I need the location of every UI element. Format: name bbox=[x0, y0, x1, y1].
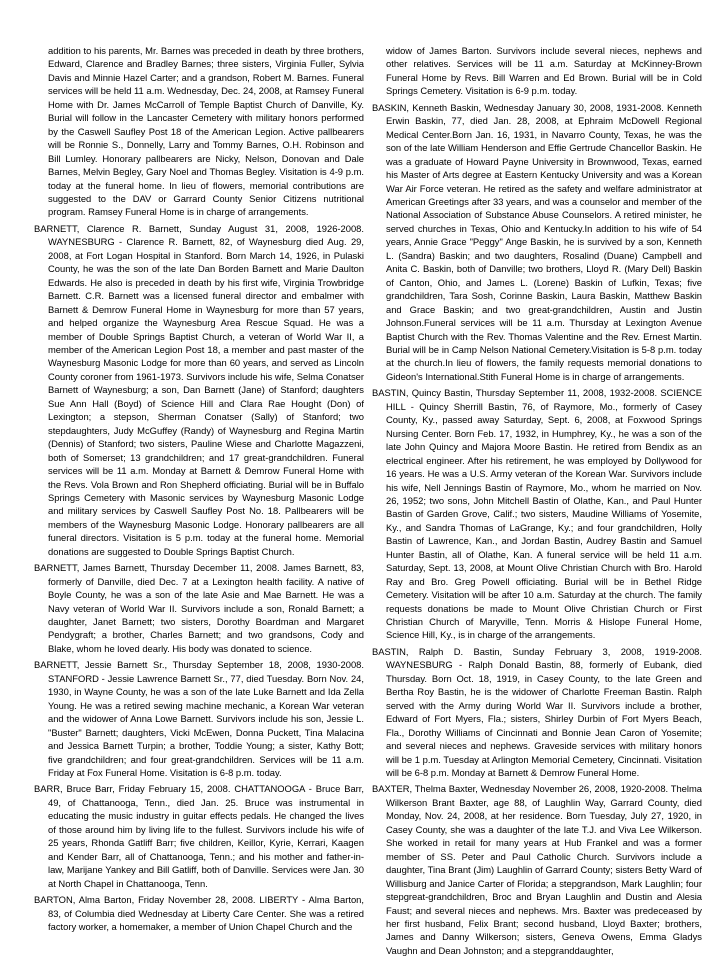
right-column bbox=[372, 44, 702, 960]
obituary-continuation: widow of James Barton. Survivors include several nieces, nephews and other relatives. Services will be 11 a.m. Saturday at McKinney-Brown Funeral Home by Revs. Bill Warren and Ed Brown. Burial will be in Cold Springs Cemetery. Visitation is 6-9 p.m. today. bbox=[386, 45, 702, 97]
obituary-entry-barnett-clarence: BARNETT, Clarence R. Barnett, Sunday August 31, 2008, 1926-2008. WAYNESBURG - Clarence R. Barnett, 82, of Waynesburg died Aug. 29, 2008, at Fort Logan Hospital in Stanford. Born March 14, 1926, in Pulaski County, he was the son of the late Dan Borden Barnett and Marie Daulton Edwards. He also is preceded in death by his first wife, Virginia Trowbridge Barnett. C.R. Barnett was a licensed funeral director and embalmer with Barnett & Demrow Funeral Home in Waynesburg for more than 57 years, and helped organize the Waynesburg Area Rescue Squad. He was a member of Double Springs Baptist Church, a veteran of World War II, a member of the American Legion Post 18, a member and past master of the Waynesburg Masonic Lodge for more than 60 years, and served as Lincoln County coroner from 1961-1973. Survivors include his wife, Selma Conatser Barnett of Waynesburg; a son, Dan Barnett (Jane) of Stanford; daughters Sue Ann Hall (Boyd) of Science Hill and Clara Rae Hought (Don) of Lexington; a stepson, Sherman Conatser (Sally) of Stanford; two stepdaughters, Judy McGuffey (Randy) of Waynesburg and Regina Martin (Dennis) of Stanford; two sisters, Pauline Wiese and Charlotte Magazzeni, both of Somerset; 13 grandchildren; and 17 great-grandchildren. Funeral services will be 11 a.m. Monday at Barnett & Demrow Funeral Home with the Revs. Vola Brown and Ron Shepherd officiating. Burial will be in Buffalo Springs Cemetery with Masonic services by Waynesburg Masonic Lodge and military services by Caswell Saufley Post No. 18. Pallbearers will be members of the Waynesburg Masonic Lodge. Honorary pallbearers are all funeral directors. Visitation is 5 p.m. today at the funeral home. Memorial donations are suggested to Double Springs Baptist Church. bbox=[34, 222, 364, 557]
obituary-entry-barr-bruce: BARR, Bruce Barr, Friday February 15, 2008. CHATTANOOGA - Bruce Barr, 49, of Chattanooga, Tenn., died Jan. 25. Bruce was instrumental in educating the music industry in guitar effects pedals. He changed the lives of those around him by living life to the fullest. Survivors include his wife of 25 years, Rhonda Gatliff Barr; five children, Keillor, Kyrie, Kerrari, Kaagen and Kender Barr, all of Chattanooga, Tenn.; and his mother and father-in-law, Marijane Yankey and Bill Gatliff, both of Danville. Services were Jan. 30 at North Chapel in Chattanooga, Tenn. bbox=[34, 783, 364, 889]
obituary-entry-baxter-thelma: BAXTER, Thelma Baxter, Wednesday November 26, 2008, 1920-2008. Thelma Wilkerson Brant Baxter, age 88, of Laughlin Way, Garrard County, died Monday, Nov. 24, 2008, at her residence. Born Tuesday, July 27, 1920, in Casey County, she was a daughter of the late T.J. and Viva Lee Wilkerson. She worked in retail for many years at Hub Frankel and was a former member of SS. Peter and Paul Catholic Church. Survivors include a daughter, Tina Brant (Jim) Laughlin of Garrard County; sisters Betty Ward of Willisburg and Janice Carter of Florida; a stepgrandson, Mark Laughlin; four stepgreat-grandchildren, Broc and Bryan Laughlin and Dustin and Alesia Faust; and several nieces and nephews. Mrs. Baxter was predeceased by her first husband, Felix Brant; second husband, Lloyd Baxter; brothers, James and Danny Wilkerson; sisters, Geneva Owens, Emma Gladys Vaughn and Dean Johnston; and a stepgranddaughter, bbox=[372, 783, 702, 956]
obituary-entry-barnett-james: BARNETT, James Barnett, Thursday December 11, 2008. James Barnett, 83, formerly of Danville, died Dec. 7 at a Lexington health facility. A native of Boyle County, he was a son of the late Asie and Mae Barnett. He was a Navy veteran of World War II. Survivors include a son, Ronald Barnett; a daughter, Janet Barnett; two sisters, Dorothy Boardman and Margaret Pendygraft; a brother, Charles Barnett; and two grandsons, Cody and Blake, whom he loved dearly. His body was donated to science. bbox=[34, 562, 364, 654]
obituary-continuation: addition to his parents, Mr. Barnes was preceded in death by three brothers, Edward, Clarence and Bradley Barnes; three sisters, Virginia Fuller, Sylvia Davis and Minnie Hazel Carter; and a grandson, Robert M. Barnes. Funeral services will be held 11 a.m. Wednesday, Dec. 24, 2008, at Ramsey Funeral Home with Dr. James McCarroll of Temple Baptist Church of Danville, Ky. Burial will follow in the Lancaster Cemetery with military honors performed by the Caswell Saufley Post 18 of the American Legion. Active pallbearers will be Ronnie S., Donnelly, Larry and Tommy Barnes, O.H. Robinson and Bill Lumley. Honorary pallbearers are Nicky, Nelson, Donovan and Dale Barnes, Melvin Begley, Gary Noel and Thomas Begley. Visitation is 4-9 p.m. today at the funeral home. In lieu of flowers, memorial contributions are suggested to the DAV or Garrard County Senior Citizens nutritional program. Ramsey Funeral Home is in charge of arrangements. bbox=[48, 45, 364, 218]
obituary-entry-bastin-ralph: BASTIN, Ralph D. Bastin, Sunday February 3, 2008, 1919-2008. WAYNESBURG - Ralph Donald Bastin, 88, formerly of Eubank, died Thursday. Born Oct. 18, 1919, in Casey County, to the late Green and Bertha Roy Bastin, he is the widower of Charlotte Freeman Bastin. Ralph served with the Army during World War II. Survivors include a brother, Edward of Fort Myers, Fla.; sisters, Shirley Durbin of Fort Myers Beach, Fla., Dorothy Williams of Cincinnati and Bonnie Jean Caron of Yosemite; and several nieces and nephews. Graveside services with military honors will be 1 p.m. Tuesday at Arlington Memorial Cemetery, Cincinnati. Visitation will be 6-8 p.m. Monday at Barnett & Demrow Funeral Home. bbox=[372, 645, 702, 779]
obituary-entry-barnett-jessie: BARNETT, Jessie Barnett Sr., Thursday September 18, 2008, 1930-2008. STANFORD - Jessie Lawrence Barnett Sr., 77, died Tuesday. Born Nov. 24, 1930, in Wayne County, he was a son of the late Luke Barnett and Ida Zella Young. He was a retired sewing machine mechanic, a Korean War veteran and the widower of Anna Lowe Barnett. Survivors include his son, Jessie L. "Buster" Barnett; daughters, Vicki McEwen, Donna Puckett, Tina Malacina and Jessica Barnett Turpin; a brother, Toddie Young; a sister, Kathy Bott; five grandchildren; and four great-grandchildren. Services will be 11 a.m. Friday at Fox Funeral Home. Visitation is 6-8 p.m. today. bbox=[34, 659, 364, 779]
obituary-entry-baskin-kenneth: BASKIN, Kenneth Baskin, Wednesday January 30, 2008, 1931-2008. Kenneth Erwin Baskin, 77, died Jan. 28, 2008, at Ephraim McDowell Regional Medical Center.Born Jan. 16, 1931, in Navarro County, Texas, he was the son of the late William Henderson and Effie Gertrude Chancellor Baskin. He was a graduate of Howard Payne University in Brownwood, Texas, earned his Master of Arts degree at Eastern Kentucky University and was a Korean War Air Force veteran. He retired as the safety and welfare administrator at American Greetings after 33 years, and was a counselor and member of the National Association of Substance Abuse Counselors. A retired minister, he served churches in Texas, Ohio and Kentucky.In addition to his wife of 54 years, Annie Grace "Peggy" Ange Baskin, he is survived by a son, Kenneth L. (Sandra) Baskin; and two daughters, Rosalind (Duane) Campbell and Anita C. Baskin, both of Danville; two brothers, Lloyd R. (Mary Dell) Baskin of Canton, Ohio, and James L. (Lorene) Baskin of Lufkin, Texas; five grandchildren, Tara Sosh, Corinne Baskin, Laura Baskin, Matthew Baskin and Grace Baskin; and two great-grandchildren, Austin and Justin Johnson.Funeral services will be 11 a.m. Thursday at Lexington Avenue Baptist Church with the Rev. Thomas Valentine and the Rev. Ernest Martin. Burial will be in Camp Nelson National Cemetery.Visitation is 5-8 p.m. today at the church.In lieu of flowers, the family requests memorial donations to Gideon's International.Stith Funeral Home is in charge of arrangements. bbox=[372, 101, 702, 382]
obituary-entry-bastin-quincy: BASTIN, Quincy Bastin, Thursday September 11, 2008, 1932-2008. SCIENCE HILL - Quincy Sherrill Bastin, 76, of Raymore, Mo., formerly of Casey County, Ky., passed away Saturday, Sept. 6, 2008, at Foxwood Springs Nursing Center. Born Feb. 17, 1932, in Humphrey, Ky., he was a son of the late John Quincy and Majora Moore Bastin. He retired from Bendix as an electrical engineer. After his retirement, he was employed by Dollywood for 16 years. He was a U.S. Army veteran of the Korean War. Survivors include his wife, Nell Jennings Bastin of Raymore, Mo., whom he married on Nov. 26, 1952; two sons, John Mitchell Bastin of Olathe, Kan., and Paul Hunter Bastin of Garden Grove, Calif.; two sisters, Maudine Williams of Yosemite, Ky., and Sandra Thomas of LaGrange, Ky.; and four grandchildren, Holly Bastin of Lawrence, Kan., and Jordan Bastin, Audrey Bastin and Samuel Hunter Bastin, all of Olathe, Kan. A funeral service will be held 11 a.m. Saturday, Sept. 13, 2008, at Mount Olive Christian Church with Bro. Harold Ray and Bro. Greg Powell officiating. Burial will be in Bethel Ridge Cemetery. Visitation will be after 10 a.m. Saturday at the church. The family requests donations be made to Mount Olive Christian Church or First Christian Church of Maryville, Tenn. Morris & Hislope Funeral Home, Science Hill, Ky., is in charge of the arrangements. bbox=[372, 387, 702, 641]
left-column bbox=[34, 44, 364, 936]
obituary-entry-barton-alma: BARTON, Alma Barton, Friday November 28, 2008. LIBERTY - Alma Barton, 83, of Columbia died Wednesday at Liberty Care Center. She was a retired factory worker, a homemaker, a member of Union Chapel Church and the bbox=[34, 894, 364, 932]
